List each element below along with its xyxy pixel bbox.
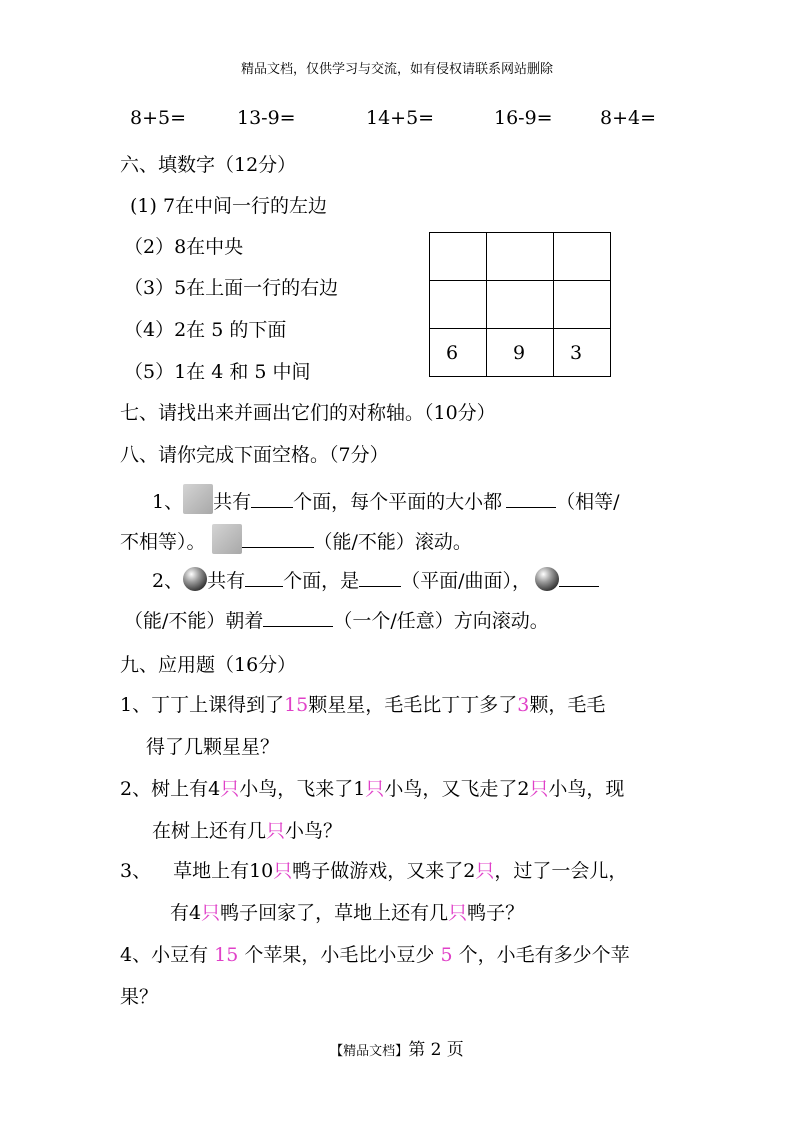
page-footer: [0, 1035, 794, 1060]
grid-cell[interactable]: [554, 233, 611, 281]
grid-row-top: [430, 233, 611, 281]
problem-1-line2: 得了几颗星星？: [146, 736, 280, 758]
grid-cell[interactable]: [430, 281, 487, 329]
section-7-title: 七、请找出来并画出它们的对称轴。（10分）: [120, 402, 496, 424]
grid-cell[interactable]: 9: [487, 329, 554, 377]
answer-blank[interactable]: [559, 570, 599, 587]
grid-cell[interactable]: 6: [430, 329, 487, 377]
equation-4: 16-9=: [494, 107, 553, 129]
equation-5: 8+4=: [600, 107, 657, 129]
section-8-title: 八、请你完成下面空格。（7分）: [120, 444, 389, 466]
clue-2: （2）8在中央: [124, 236, 244, 258]
answer-blank[interactable]: [263, 610, 333, 627]
s8-q2-line2: （能/不能）朝着 （一个/任意）方向滚动。: [124, 610, 549, 632]
s8-q2-line1: 2、 共有 个面，是 （平面/曲面），: [152, 566, 599, 593]
section-9-title: 九、应用题（16分）: [120, 654, 297, 676]
answer-blank[interactable]: [251, 491, 293, 508]
clue-1: (1) 7在中间一行的左边: [130, 195, 328, 217]
sphere-icon: [183, 567, 207, 591]
answer-blank[interactable]: [245, 570, 283, 587]
grid-row-bottom: [430, 329, 611, 377]
clue-3: （3）5在上面一行的右边: [124, 277, 339, 299]
grid-cell[interactable]: [487, 233, 554, 281]
footer-tag: 【精品文档】: [330, 1044, 409, 1059]
problem-4-line2: 果？: [120, 986, 159, 1008]
number-grid: [429, 232, 611, 377]
grid-cell[interactable]: [487, 281, 554, 329]
problem-4-line1: 4、小豆有 15 个苹果，小毛比小豆少 5 个，小毛有多少个苹: [120, 944, 630, 966]
cube-icon: [212, 524, 242, 554]
clue-5: （5）1在 4 和 5 中间: [124, 361, 311, 383]
grid-cell[interactable]: [430, 233, 487, 281]
answer-blank[interactable]: [506, 491, 556, 508]
grid-cell[interactable]: [554, 281, 611, 329]
clue-4: （4）2在 5 的下面: [124, 319, 287, 341]
section-6-title: 六、填数字（12分）: [120, 154, 297, 176]
grid-cell[interactable]: 3: [554, 329, 611, 377]
problem-2-line2: 在树上还有几只小鸟？: [152, 820, 343, 842]
sphere-icon: [535, 567, 559, 591]
equation-1: 8+5=: [130, 107, 187, 129]
equation-2: 13-9=: [237, 107, 296, 129]
problem-3-line2: 有4只鸭子回家了，草地上还有几只鸭子？: [170, 902, 525, 924]
equation-3: 14+5=: [366, 107, 435, 129]
page-number: 第 2 页: [408, 1040, 464, 1060]
s8-q1-line1: 1、 共有 个面，每个平面的大小都 （相等/: [152, 484, 620, 514]
problem-2-line1: 2、树上有4只小鸟，飞来了1只小鸟，又飞走了2只小鸟，现: [120, 778, 625, 800]
grid-row-middle: [430, 281, 611, 329]
cube-icon: [183, 484, 213, 514]
problem-3-line1: 3、 草地上有10只鸭子做游戏，又来了2只，过了一会儿，: [120, 860, 628, 882]
s8-q1-line2: 不相等）。 （能/不能）滚动。: [120, 524, 472, 554]
page-header: 精品文档，仅供学习与交流，如有侵权请联系网站删除: [240, 62, 553, 77]
problem-1-line1: 1、丁丁上课得到了15颗星星，毛毛比丁丁多了3颗，毛毛: [120, 694, 606, 716]
answer-blank[interactable]: [359, 570, 401, 587]
answer-blank[interactable]: [242, 531, 314, 548]
